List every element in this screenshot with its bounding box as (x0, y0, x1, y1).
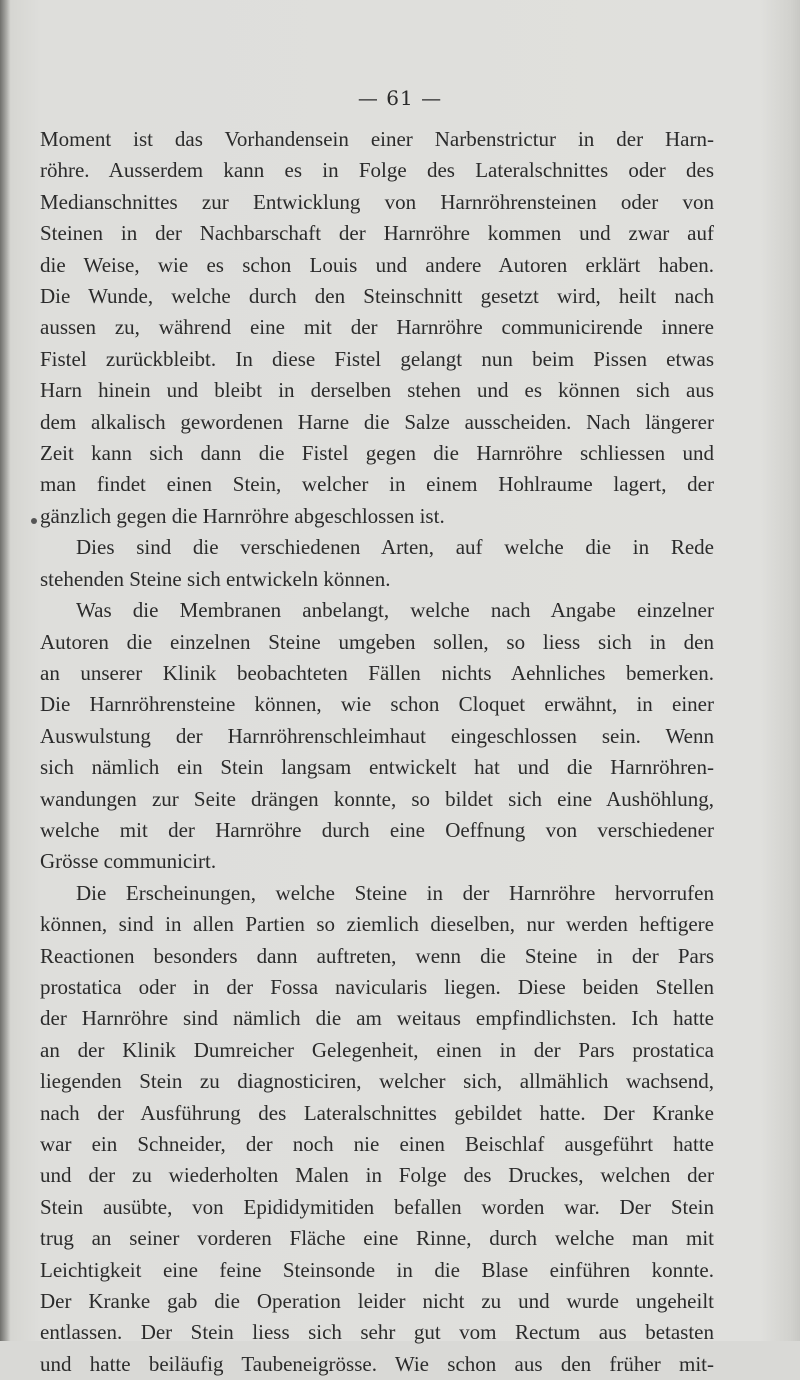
text-line: und der zu wiederholten Malen in Folge des Druckes, welchen der (40, 1163, 714, 1188)
text-line: Die Wunde, welche durch den Steinschnitt gesetzt wird, heilt nach (40, 284, 714, 309)
text-line: Was die Membranen anbelangt, welche nach Angabe einzelner (76, 598, 714, 623)
text-line: Fistel zurückbleibt. In diese Fistel gelangt nun beim Pissen etwas (40, 346, 714, 371)
text-line: liegenden Stein zu diagnosticiren, welcher sich, allmählich wachsend, (40, 1069, 714, 1094)
text-line: röhre. Ausserdem kann es in Folge des Lateralschnittes oder des (40, 158, 714, 183)
text-line: entlassen. Der Stein liess sich sehr gut vom Rectum aus betasten (40, 1320, 714, 1345)
text-line: Grösse communicirt. (40, 849, 217, 874)
ink-spot (31, 518, 37, 524)
text-line: prostatica oder in der Fossa navicularis liegen. Diese beiden Stellen (40, 974, 714, 999)
text-line: die Weise, wie es schon Louis und andere Autoren erklärt haben. (40, 252, 714, 277)
text-line: aussen zu, während eine mit der Harnröhre communicirende innere (40, 315, 714, 340)
text-line: dem alkalisch gewordenen Harne die Salze ausscheiden. Nach längerer (40, 409, 714, 434)
text-line: nach der Ausführung des Lateralschnittes gebildet hatte. Der Kranke (40, 1100, 714, 1125)
book-spine-shadow (0, 0, 10, 1341)
text-line: trug an seiner vorderen Fläche eine Rinne, durch welche man mit (40, 1226, 714, 1251)
text-line: der Harnröhre sind nämlich die am weitaus empfindlichsten. Ich hatte (40, 1006, 714, 1031)
text-line: Leichtigkeit eine feine Steinsonde in die Blase einführen konnte. (40, 1257, 714, 1282)
text-line: welche mit der Harnröhre durch eine Oeffnung von verschiedener (40, 817, 714, 842)
text-line: Medianschnittes zur Entwicklung von Harnröhrensteinen oder von (40, 189, 714, 214)
text-line: können, sind in allen Partien so ziemlich dieselben, nur werden heftigere (40, 912, 714, 937)
text-line: an der Klinik Dumreicher Gelegenheit, einen in der Pars prostatica (40, 1037, 714, 1062)
text-line: sich nämlich ein Stein langsam entwickelt hat und die Harnröhren- (40, 755, 714, 780)
text-line: Zeit kann sich dann die Fistel gegen die Harnröhre schliessen und (40, 441, 714, 466)
text-line: gänzlich gegen die Harnröhre abgeschlossen ist. (40, 503, 445, 528)
text-line: man findet einen Stein, welcher in einem Hohlraume lagert, der (40, 472, 714, 497)
text-line: wandungen zur Seite drängen konnte, so bildet sich eine Aushöhlung, (40, 786, 714, 811)
text-line: Dies sind die verschiedenen Arten, auf welche die in Rede (76, 535, 714, 560)
body-text (40, 124, 714, 1380)
text-line: Reactionen besonders dann auftreten, wenn die Steine in der Pars (40, 943, 714, 968)
text-line: Autoren die einzelnen Steine umgeben sollen, so liess sich in den (40, 629, 714, 654)
text-line: Die Erscheinungen, welche Steine in der Harnröhre hervorrufen (76, 880, 714, 905)
text-line: Auswulstung der Harnröhrenschleimhaut eingeschlossen sein. Wenn (40, 723, 714, 748)
text-line: Stein ausübte, von Epididymitiden befallen worden war. Der Stein (40, 1194, 714, 1219)
text-line: Steinen in der Nachbarschaft der Harnröhre kommen und zwar auf (40, 221, 714, 246)
text-line: Moment ist das Vorhandensein einer Narbenstrictur in der Harn- (40, 127, 714, 151)
text-line: Die Harnröhrensteine können, wie schon Cloquet erwähnt, in einer (40, 692, 714, 717)
text-line: Der Kranke gab die Operation leider nicht zu und wurde ungeheilt (40, 1289, 714, 1314)
text-line: an unserer Klinik beobachteten Fällen nichts Aehnliches bemerken. (40, 660, 714, 685)
page-number: — 61 — (357, 86, 443, 110)
text-line: und hatte beiläufig Taubeneigrösse. Wie schon aus den früher mit- (40, 1351, 714, 1376)
text-line: stehenden Steine sich entwickeln können. (40, 566, 391, 591)
text-line: Harn hinein und bleibt in derselben stehen und es können sich aus (40, 378, 714, 403)
text-line: war ein Schneider, der noch nie einen Beischlaf ausgeführt hatte (40, 1132, 714, 1156)
